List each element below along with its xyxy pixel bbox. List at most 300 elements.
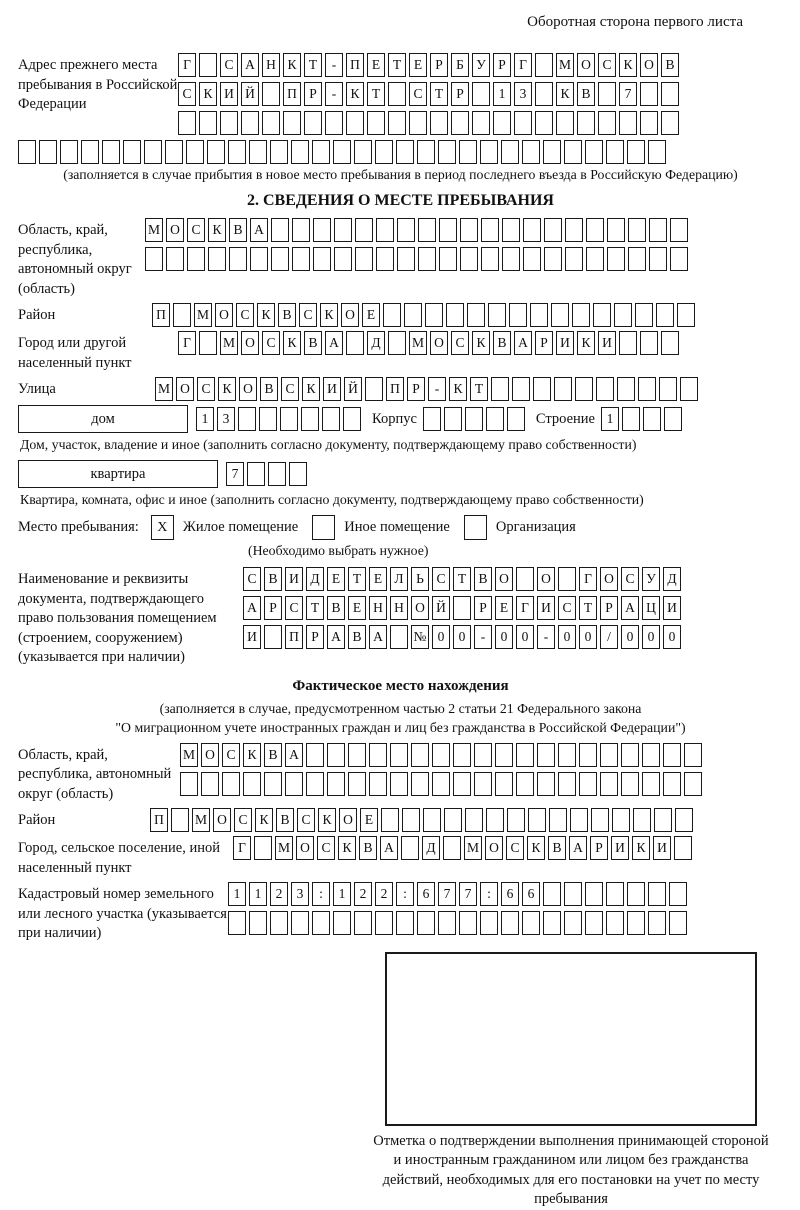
char-cell[interactable] xyxy=(423,407,441,431)
char-cell[interactable] xyxy=(544,247,562,271)
char-cell[interactable]: - xyxy=(474,625,492,649)
char-cell[interactable] xyxy=(165,140,183,164)
char-cell[interactable]: М xyxy=(192,808,210,832)
char-cell[interactable]: - xyxy=(537,625,555,649)
char-cell[interactable]: : xyxy=(396,882,414,906)
char-cell[interactable] xyxy=(640,111,658,135)
char-cell[interactable] xyxy=(622,407,640,431)
char-cell[interactable]: А xyxy=(243,596,261,620)
char-cell[interactable]: О xyxy=(215,303,233,327)
char-cell[interactable]: К xyxy=(243,743,261,767)
char-cell[interactable] xyxy=(270,911,288,935)
char-cell[interactable] xyxy=(537,772,555,796)
char-cell[interactable] xyxy=(486,407,504,431)
char-cell[interactable] xyxy=(312,140,330,164)
char-cell[interactable] xyxy=(262,82,280,106)
char-cell[interactable] xyxy=(617,377,635,401)
char-cell[interactable] xyxy=(247,462,265,486)
char-cell[interactable]: Т xyxy=(348,567,366,591)
char-cell[interactable] xyxy=(418,247,436,271)
char-cell[interactable] xyxy=(501,911,519,935)
char-cell[interactable] xyxy=(268,462,286,486)
char-cell[interactable] xyxy=(558,567,576,591)
char-cell[interactable]: / xyxy=(600,625,618,649)
char-cell[interactable] xyxy=(654,808,672,832)
char-cell[interactable] xyxy=(621,743,639,767)
char-cell[interactable] xyxy=(465,407,483,431)
char-cell[interactable] xyxy=(411,743,429,767)
char-cell[interactable] xyxy=(480,140,498,164)
char-cell[interactable] xyxy=(677,303,695,327)
char-cell[interactable] xyxy=(144,140,162,164)
char-cell[interactable]: Г xyxy=(579,567,597,591)
char-cell[interactable]: Л xyxy=(390,567,408,591)
char-cell[interactable]: М xyxy=(194,303,212,327)
char-cell[interactable] xyxy=(638,377,656,401)
char-cell[interactable]: П xyxy=(386,377,404,401)
char-cell[interactable]: В xyxy=(278,303,296,327)
char-cell[interactable]: Н xyxy=(369,596,387,620)
char-cell[interactable]: Р xyxy=(264,596,282,620)
char-cell[interactable] xyxy=(684,772,702,796)
char-cell[interactable]: К xyxy=(619,53,637,77)
char-cell[interactable] xyxy=(228,911,246,935)
char-cell[interactable]: Е xyxy=(327,567,345,591)
char-cell[interactable]: Д xyxy=(367,331,385,355)
char-cell[interactable]: О xyxy=(201,743,219,767)
char-cell[interactable]: Р xyxy=(451,82,469,106)
char-cell[interactable]: О xyxy=(296,836,314,860)
char-cell[interactable] xyxy=(522,140,540,164)
char-cell[interactable] xyxy=(495,772,513,796)
char-cell[interactable] xyxy=(388,111,406,135)
char-cell[interactable] xyxy=(669,882,687,906)
char-cell[interactable]: 1 xyxy=(196,407,214,431)
char-cell[interactable]: К xyxy=(255,808,273,832)
char-cell[interactable] xyxy=(472,111,490,135)
char-cell[interactable] xyxy=(375,911,393,935)
char-cell[interactable] xyxy=(262,111,280,135)
char-cell[interactable]: 7 xyxy=(438,882,456,906)
char-cell[interactable]: 1 xyxy=(249,882,267,906)
char-cell[interactable]: А xyxy=(369,625,387,649)
char-cell[interactable]: П xyxy=(346,53,364,77)
char-cell[interactable] xyxy=(199,111,217,135)
char-cell[interactable] xyxy=(640,82,658,106)
char-cell[interactable]: 0 xyxy=(642,625,660,649)
char-cell[interactable] xyxy=(507,808,525,832)
char-cell[interactable] xyxy=(411,772,429,796)
char-cell[interactable]: В xyxy=(264,567,282,591)
char-cell[interactable]: С xyxy=(598,53,616,77)
char-cell[interactable] xyxy=(313,247,331,271)
char-cell[interactable] xyxy=(585,140,603,164)
char-cell[interactable] xyxy=(238,407,256,431)
char-cell[interactable]: О xyxy=(239,377,257,401)
char-cell[interactable] xyxy=(509,303,527,327)
char-cell[interactable] xyxy=(444,407,462,431)
char-cell[interactable]: Р xyxy=(600,596,618,620)
char-cell[interactable]: С xyxy=(178,82,196,106)
char-cell[interactable]: В xyxy=(577,82,595,106)
char-cell[interactable] xyxy=(249,140,267,164)
char-cell[interactable] xyxy=(354,140,372,164)
char-cell[interactable]: И xyxy=(556,331,574,355)
char-cell[interactable]: К xyxy=(449,377,467,401)
char-cell[interactable] xyxy=(481,218,499,242)
char-cell[interactable]: М xyxy=(275,836,293,860)
char-cell[interactable] xyxy=(564,140,582,164)
char-cell[interactable] xyxy=(381,808,399,832)
char-cell[interactable]: 0 xyxy=(579,625,597,649)
char-cell[interactable]: В xyxy=(229,218,247,242)
char-cell[interactable] xyxy=(516,772,534,796)
char-cell[interactable] xyxy=(171,808,189,832)
char-cell[interactable] xyxy=(199,331,217,355)
char-cell[interactable] xyxy=(669,911,687,935)
char-cell[interactable] xyxy=(367,111,385,135)
char-cell[interactable] xyxy=(640,331,658,355)
char-cell[interactable]: С xyxy=(299,303,317,327)
char-cell[interactable] xyxy=(220,111,238,135)
char-cell[interactable]: 0 xyxy=(495,625,513,649)
char-cell[interactable]: Г xyxy=(233,836,251,860)
char-cell[interactable] xyxy=(649,218,667,242)
char-cell[interactable] xyxy=(533,377,551,401)
char-cell[interactable] xyxy=(663,743,681,767)
char-cell[interactable] xyxy=(430,111,448,135)
char-cell[interactable]: А xyxy=(327,625,345,649)
char-cell[interactable] xyxy=(465,808,483,832)
char-cell[interactable] xyxy=(417,911,435,935)
char-cell[interactable]: С xyxy=(187,218,205,242)
char-cell[interactable] xyxy=(208,247,226,271)
char-cell[interactable]: К xyxy=(527,836,545,860)
char-cell[interactable] xyxy=(453,772,471,796)
char-cell[interactable] xyxy=(348,772,366,796)
char-cell[interactable] xyxy=(312,911,330,935)
char-cell[interactable]: А xyxy=(514,331,532,355)
char-cell[interactable] xyxy=(306,772,324,796)
char-cell[interactable] xyxy=(418,218,436,242)
char-cell[interactable] xyxy=(145,247,163,271)
char-cell[interactable]: Й xyxy=(432,596,450,620)
char-cell[interactable]: 3 xyxy=(514,82,532,106)
char-cell[interactable] xyxy=(656,303,674,327)
char-cell[interactable]: А xyxy=(380,836,398,860)
char-cell[interactable] xyxy=(648,140,666,164)
char-cell[interactable]: Р xyxy=(535,331,553,355)
char-cell[interactable]: Т xyxy=(470,377,488,401)
char-cell[interactable] xyxy=(438,140,456,164)
char-cell[interactable]: М xyxy=(220,331,238,355)
char-cell[interactable] xyxy=(375,140,393,164)
char-cell[interactable] xyxy=(199,53,217,77)
char-cell[interactable]: С xyxy=(285,596,303,620)
char-cell[interactable] xyxy=(285,772,303,796)
char-cell[interactable] xyxy=(535,53,553,77)
char-cell[interactable]: С xyxy=(197,377,215,401)
char-cell[interactable] xyxy=(543,882,561,906)
char-cell[interactable]: А xyxy=(569,836,587,860)
char-cell[interactable]: 7 xyxy=(459,882,477,906)
char-cell[interactable] xyxy=(554,377,572,401)
char-cell[interactable] xyxy=(417,140,435,164)
char-cell[interactable] xyxy=(186,140,204,164)
char-cell[interactable] xyxy=(259,407,277,431)
char-cell[interactable] xyxy=(512,377,530,401)
char-cell[interactable] xyxy=(322,407,340,431)
char-cell[interactable]: В xyxy=(359,836,377,860)
char-cell[interactable] xyxy=(270,140,288,164)
char-cell[interactable] xyxy=(635,303,653,327)
char-cell[interactable]: 6 xyxy=(501,882,519,906)
char-cell[interactable]: К xyxy=(320,303,338,327)
char-cell[interactable] xyxy=(543,911,561,935)
char-cell[interactable]: А xyxy=(325,331,343,355)
char-cell[interactable] xyxy=(633,808,651,832)
char-cell[interactable]: К xyxy=(472,331,490,355)
char-cell[interactable] xyxy=(280,407,298,431)
char-cell[interactable] xyxy=(619,331,637,355)
char-cell[interactable] xyxy=(446,303,464,327)
char-cell[interactable]: - xyxy=(325,82,343,106)
char-cell[interactable]: К xyxy=(283,331,301,355)
char-cell[interactable] xyxy=(612,808,630,832)
char-cell[interactable] xyxy=(514,111,532,135)
char-cell[interactable] xyxy=(628,247,646,271)
char-cell[interactable] xyxy=(81,140,99,164)
char-cell[interactable]: И xyxy=(611,836,629,860)
char-cell[interactable]: Н xyxy=(390,596,408,620)
char-cell[interactable]: О xyxy=(176,377,194,401)
char-cell[interactable] xyxy=(570,808,588,832)
char-cell[interactable]: И xyxy=(243,625,261,649)
char-cell[interactable] xyxy=(333,911,351,935)
char-cell[interactable]: : xyxy=(480,882,498,906)
char-cell[interactable]: В xyxy=(548,836,566,860)
char-cell[interactable]: Е xyxy=(360,808,378,832)
char-cell[interactable] xyxy=(423,808,441,832)
char-cell[interactable]: О xyxy=(341,303,359,327)
char-cell[interactable]: Е xyxy=(369,567,387,591)
char-cell[interactable]: И xyxy=(537,596,555,620)
char-cell[interactable] xyxy=(443,836,461,860)
char-cell[interactable]: А xyxy=(621,596,639,620)
char-cell[interactable] xyxy=(507,407,525,431)
char-cell[interactable] xyxy=(348,743,366,767)
char-cell[interactable] xyxy=(228,140,246,164)
char-cell[interactable] xyxy=(586,247,604,271)
char-cell[interactable]: С xyxy=(236,303,254,327)
char-cell[interactable]: Р xyxy=(304,82,322,106)
char-cell[interactable] xyxy=(396,911,414,935)
char-cell[interactable]: В xyxy=(493,331,511,355)
char-cell[interactable] xyxy=(187,247,205,271)
char-cell[interactable] xyxy=(453,743,471,767)
char-cell[interactable] xyxy=(543,140,561,164)
char-cell[interactable]: Т xyxy=(304,53,322,77)
char-cell[interactable] xyxy=(178,111,196,135)
char-cell[interactable]: Г xyxy=(514,53,532,77)
char-cell[interactable]: Р xyxy=(306,625,324,649)
char-cell[interactable] xyxy=(369,743,387,767)
char-cell[interactable] xyxy=(619,111,637,135)
char-cell[interactable] xyxy=(577,111,595,135)
char-cell[interactable] xyxy=(123,140,141,164)
char-cell[interactable]: 3 xyxy=(291,882,309,906)
char-cell[interactable]: Н xyxy=(262,53,280,77)
stay-type-checkbox-other[interactable] xyxy=(312,515,335,540)
char-cell[interactable]: 3 xyxy=(217,407,235,431)
char-cell[interactable] xyxy=(501,140,519,164)
char-cell[interactable] xyxy=(306,743,324,767)
char-cell[interactable]: С xyxy=(409,82,427,106)
char-cell[interactable] xyxy=(388,331,406,355)
char-cell[interactable]: У xyxy=(472,53,490,77)
char-cell[interactable]: 0 xyxy=(516,625,534,649)
char-cell[interactable]: Д xyxy=(306,567,324,591)
char-cell[interactable] xyxy=(680,377,698,401)
char-cell[interactable] xyxy=(675,808,693,832)
char-cell[interactable]: Т xyxy=(430,82,448,106)
char-cell[interactable] xyxy=(402,808,420,832)
char-cell[interactable] xyxy=(564,911,582,935)
char-cell[interactable]: К xyxy=(318,808,336,832)
char-cell[interactable]: Т xyxy=(306,596,324,620)
char-cell[interactable]: Р xyxy=(474,596,492,620)
char-cell[interactable] xyxy=(579,772,597,796)
char-cell[interactable] xyxy=(606,140,624,164)
char-cell[interactable]: 6 xyxy=(522,882,540,906)
char-cell[interactable] xyxy=(565,247,583,271)
char-cell[interactable]: В xyxy=(260,377,278,401)
char-cell[interactable]: : xyxy=(312,882,330,906)
char-cell[interactable]: Ь xyxy=(411,567,429,591)
char-cell[interactable]: 0 xyxy=(432,625,450,649)
char-cell[interactable] xyxy=(444,808,462,832)
char-cell[interactable]: Е xyxy=(348,596,366,620)
char-cell[interactable] xyxy=(327,743,345,767)
char-cell[interactable] xyxy=(355,218,373,242)
stay-type-checkbox-residential[interactable]: X xyxy=(151,515,174,540)
char-cell[interactable] xyxy=(346,111,364,135)
char-cell[interactable]: К xyxy=(302,377,320,401)
char-cell[interactable] xyxy=(572,303,590,327)
char-cell[interactable]: Е xyxy=(367,53,385,77)
char-cell[interactable] xyxy=(537,743,555,767)
char-cell[interactable]: Т xyxy=(367,82,385,106)
char-cell[interactable]: М xyxy=(155,377,173,401)
char-cell[interactable] xyxy=(621,772,639,796)
char-cell[interactable]: 1 xyxy=(493,82,511,106)
char-cell[interactable] xyxy=(642,772,660,796)
char-cell[interactable] xyxy=(390,743,408,767)
char-cell[interactable] xyxy=(628,218,646,242)
char-cell[interactable] xyxy=(291,140,309,164)
char-cell[interactable]: О xyxy=(166,218,184,242)
char-cell[interactable]: В xyxy=(304,331,322,355)
char-cell[interactable]: О xyxy=(640,53,658,77)
char-cell[interactable] xyxy=(493,111,511,135)
char-cell[interactable] xyxy=(301,407,319,431)
char-cell[interactable]: С xyxy=(243,567,261,591)
char-cell[interactable] xyxy=(600,743,618,767)
char-cell[interactable] xyxy=(18,140,36,164)
char-cell[interactable]: Е xyxy=(409,53,427,77)
char-cell[interactable]: И xyxy=(285,567,303,591)
char-cell[interactable]: А xyxy=(241,53,259,77)
char-cell[interactable] xyxy=(289,462,307,486)
char-cell[interactable]: К xyxy=(218,377,236,401)
char-cell[interactable] xyxy=(425,303,443,327)
char-cell[interactable]: Й xyxy=(344,377,362,401)
char-cell[interactable]: Т xyxy=(579,596,597,620)
char-cell[interactable]: В xyxy=(264,743,282,767)
char-cell[interactable] xyxy=(292,247,310,271)
house-type-box[interactable]: дом xyxy=(18,405,188,433)
char-cell[interactable] xyxy=(354,911,372,935)
char-cell[interactable]: 7 xyxy=(619,82,637,106)
char-cell[interactable] xyxy=(439,218,457,242)
char-cell[interactable] xyxy=(264,625,282,649)
char-cell[interactable] xyxy=(390,625,408,649)
char-cell[interactable] xyxy=(327,772,345,796)
char-cell[interactable]: 2 xyxy=(375,882,393,906)
char-cell[interactable]: И xyxy=(598,331,616,355)
char-cell[interactable] xyxy=(528,808,546,832)
char-cell[interactable] xyxy=(516,567,534,591)
char-cell[interactable] xyxy=(472,82,490,106)
char-cell[interactable]: Г xyxy=(516,596,534,620)
char-cell[interactable] xyxy=(596,377,614,401)
char-cell[interactable]: К xyxy=(338,836,356,860)
char-cell[interactable] xyxy=(591,808,609,832)
char-cell[interactable] xyxy=(556,111,574,135)
char-cell[interactable] xyxy=(549,808,567,832)
char-cell[interactable] xyxy=(343,407,361,431)
char-cell[interactable]: М xyxy=(180,743,198,767)
char-cell[interactable]: 6 xyxy=(417,882,435,906)
char-cell[interactable]: Б xyxy=(451,53,469,77)
char-cell[interactable] xyxy=(180,772,198,796)
char-cell[interactable]: С xyxy=(297,808,315,832)
char-cell[interactable]: О xyxy=(241,331,259,355)
char-cell[interactable]: Г xyxy=(178,331,196,355)
char-cell[interactable] xyxy=(502,218,520,242)
char-cell[interactable]: С xyxy=(558,596,576,620)
char-cell[interactable] xyxy=(643,407,661,431)
char-cell[interactable]: М xyxy=(145,218,163,242)
char-cell[interactable]: И xyxy=(663,596,681,620)
char-cell[interactable] xyxy=(474,743,492,767)
char-cell[interactable]: В xyxy=(348,625,366,649)
char-cell[interactable] xyxy=(523,218,541,242)
char-cell[interactable]: К xyxy=(208,218,226,242)
char-cell[interactable] xyxy=(409,111,427,135)
char-cell[interactable]: Р xyxy=(590,836,608,860)
char-cell[interactable] xyxy=(254,836,272,860)
char-cell[interactable] xyxy=(467,303,485,327)
char-cell[interactable]: С xyxy=(432,567,450,591)
char-cell[interactable] xyxy=(598,111,616,135)
char-cell[interactable]: Г xyxy=(178,53,196,77)
char-cell[interactable]: О xyxy=(213,808,231,832)
char-cell[interactable] xyxy=(495,743,513,767)
char-cell[interactable]: 1 xyxy=(333,882,351,906)
char-cell[interactable]: В xyxy=(474,567,492,591)
stay-type-checkbox-organization[interactable] xyxy=(464,515,487,540)
